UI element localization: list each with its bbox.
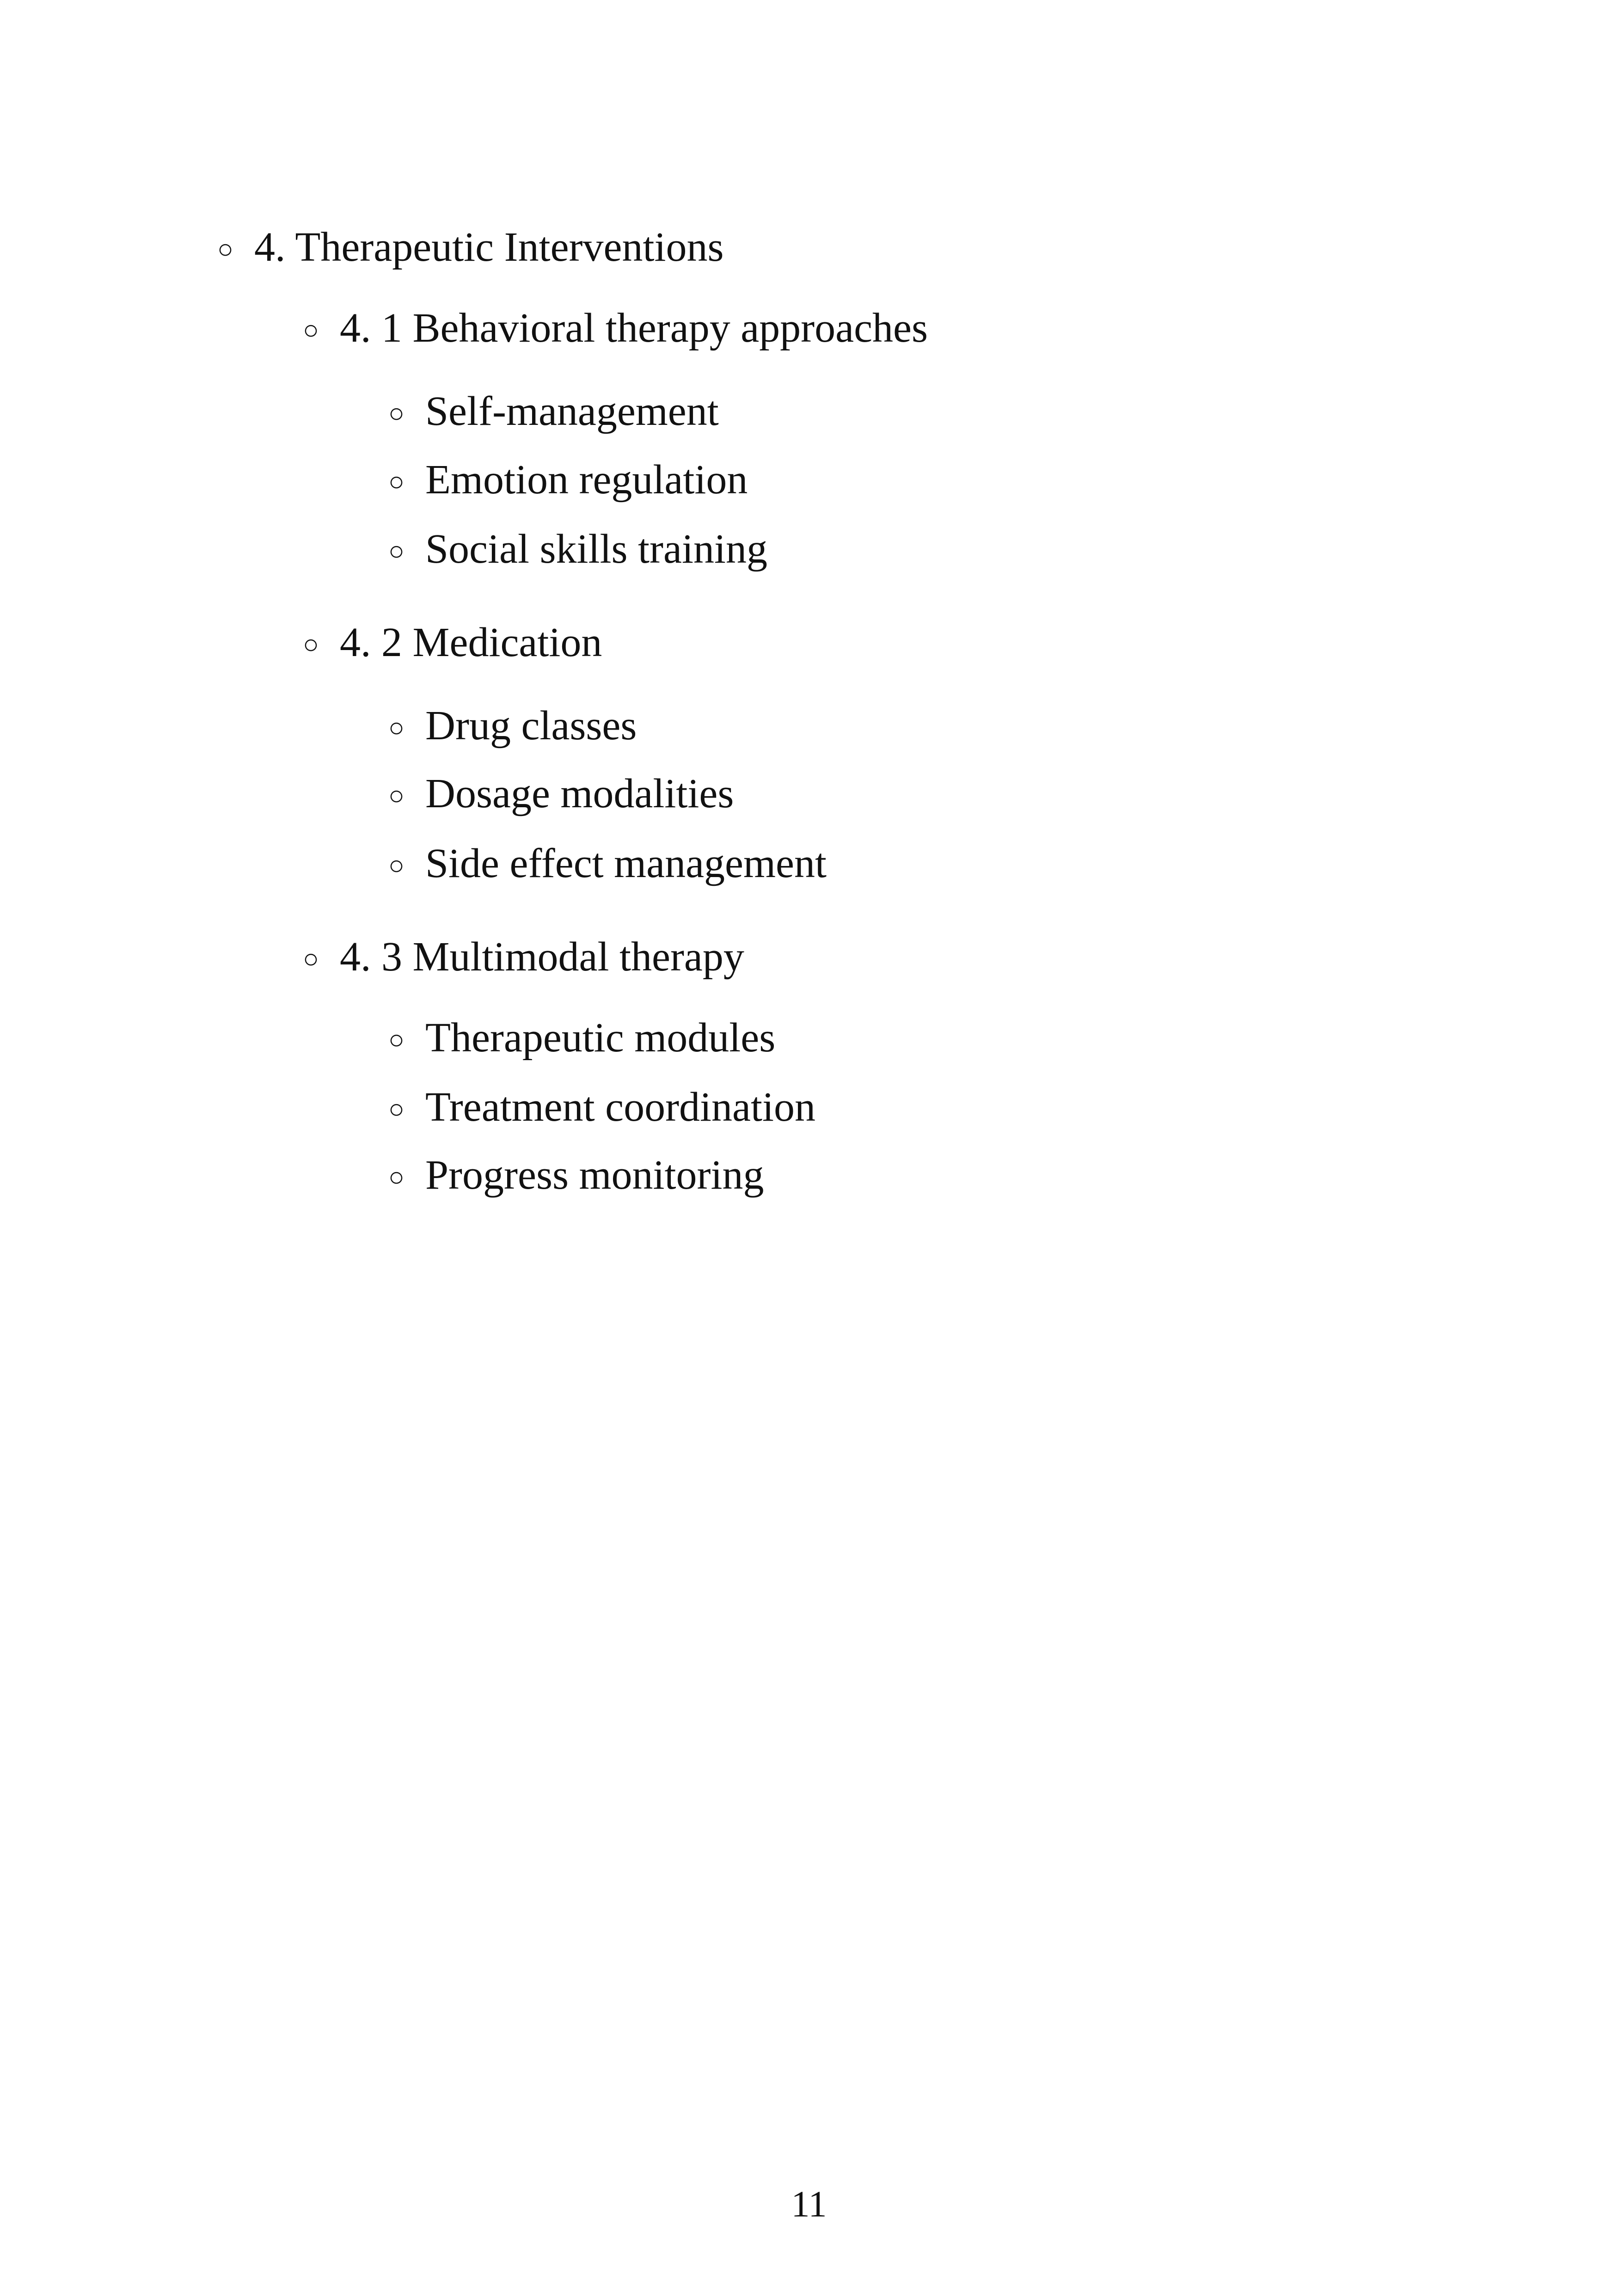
- subsection-heading: 4. 1 Behavioral therapy approaches: [340, 305, 928, 351]
- outline-subsection: [303, 307, 928, 349]
- hollow-circle-bullet-icon: ○: [388, 467, 405, 497]
- outline-item: [388, 459, 748, 501]
- outline-item-label: Emotion regulation: [425, 457, 748, 503]
- outline-item: [388, 705, 637, 747]
- hollow-circle-bullet-icon: ○: [303, 944, 319, 974]
- outline-item-label: Drug classes: [425, 703, 637, 749]
- hollow-circle-bullet-icon: ○: [217, 234, 234, 264]
- outline-item-label: Therapeutic modules: [425, 1015, 776, 1061]
- hollow-circle-bullet-icon: ○: [388, 1162, 405, 1192]
- outline-item-label: Treatment coordination: [425, 1084, 816, 1130]
- outline-item: [388, 1154, 764, 1196]
- outline-item-label: Progress monitoring: [425, 1152, 764, 1198]
- subsection-heading: 4. 3 Multimodal therapy: [340, 934, 744, 980]
- hollow-circle-bullet-icon: ○: [303, 629, 319, 659]
- outline-subsection: [303, 936, 744, 978]
- hollow-circle-bullet-icon: ○: [388, 850, 405, 880]
- outline-subsection: [303, 622, 602, 663]
- hollow-circle-bullet-icon: ○: [388, 1094, 405, 1124]
- hollow-circle-bullet-icon: ○: [388, 536, 405, 566]
- hollow-circle-bullet-icon: ○: [303, 315, 319, 345]
- outline-item-label: Self-management: [425, 388, 719, 434]
- outline-item: [388, 388, 719, 434]
- outline-item-label: Dosage modalities: [425, 771, 734, 816]
- page-number: 11: [791, 2184, 827, 2225]
- outline-item-label: Social skills training: [425, 526, 767, 572]
- outline-item: [388, 1017, 775, 1059]
- hollow-circle-bullet-icon: ○: [388, 398, 405, 428]
- subsection-heading: 4. 2 Medication: [340, 620, 602, 665]
- outline-item: [388, 1084, 816, 1130]
- hollow-circle-bullet-icon: ○: [388, 712, 405, 743]
- section-heading: 4. Therapeutic Interventions: [254, 224, 724, 270]
- outline-section: [217, 224, 724, 270]
- outline-item-label: Side effect management: [425, 841, 827, 886]
- outline-item: [388, 528, 767, 570]
- hollow-circle-bullet-icon: ○: [388, 1025, 405, 1055]
- outline-item: [388, 843, 827, 884]
- hollow-circle-bullet-icon: ○: [388, 780, 405, 810]
- outline-item: [388, 773, 734, 815]
